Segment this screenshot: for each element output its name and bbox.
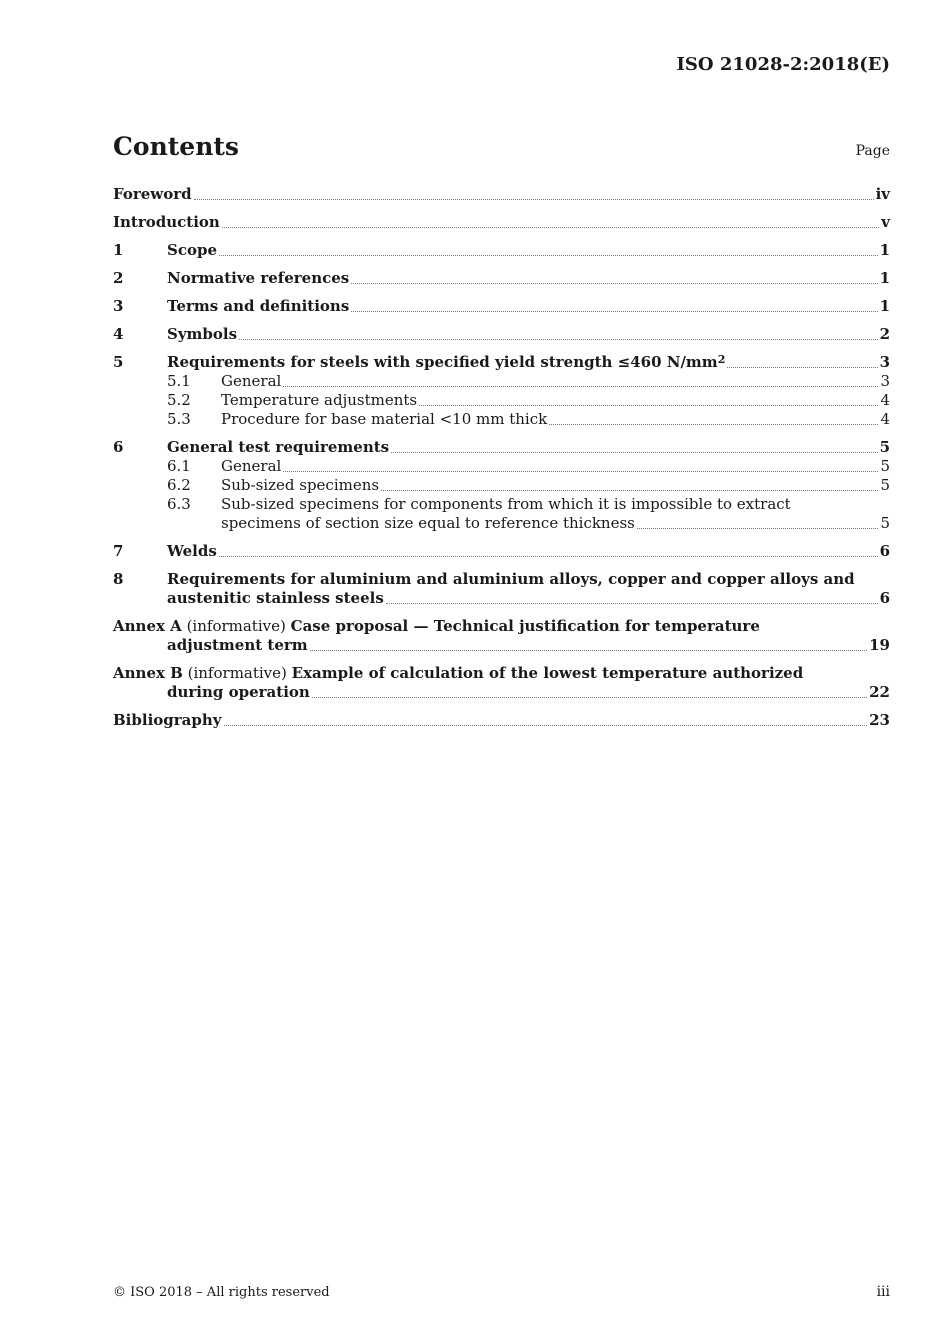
toc-entry-page: 1 <box>879 241 890 259</box>
dot-leader <box>549 423 878 425</box>
page-column-label: Page <box>855 143 890 159</box>
toc-entry-page: 1 <box>879 269 890 287</box>
toc-entry-scope[interactable] <box>113 241 890 260</box>
toc-entry-introduction[interactable] <box>113 213 890 232</box>
annex-qualifier: (informative) <box>186 617 286 635</box>
annex-qualifier: (informative) <box>187 664 287 682</box>
toc-entry-title-text: Requirements for steels with specified yield strength ≤460 N/mm <box>167 353 718 371</box>
dot-leader <box>222 226 879 228</box>
toc-entry-title: General test requirements <box>167 438 390 456</box>
toc-entry-title-line1 <box>113 617 760 636</box>
toc-entry-number: 7 <box>113 542 124 560</box>
toc-subentry-sub-sized-specimens[interactable] <box>113 476 890 495</box>
dot-leader <box>219 555 878 557</box>
toc-entry-title: Sub-sized specimens <box>221 476 380 494</box>
toc-entry-title: Procedure for base material <10 mm thick <box>221 410 548 428</box>
page-number: iii <box>876 1284 890 1300</box>
dot-leader <box>351 282 877 284</box>
toc-entry-requirements-steels[interactable] <box>113 353 890 372</box>
toc-entry-page: 6 <box>879 542 890 560</box>
toc-entry-number: 5 <box>113 353 124 371</box>
toc-entry-welds[interactable] <box>113 542 890 561</box>
toc-entry-number: 6.1 <box>167 457 191 475</box>
toc-entry-page: 2 <box>879 325 890 343</box>
toc-entry-requirements-aluminium[interactable] <box>113 570 890 589</box>
dot-leader <box>386 602 878 604</box>
toc-entry-page: v <box>881 213 890 231</box>
toc-entry-annex-a-cont[interactable] <box>113 636 890 655</box>
toc-entry-page: 5 <box>880 514 890 532</box>
toc-entry-page: 4 <box>880 410 890 428</box>
toc-entry-normative-references[interactable] <box>113 269 890 288</box>
toc-entry-page: iv <box>875 185 890 203</box>
toc-entry-page: 23 <box>869 711 890 729</box>
toc-entry-title: Introduction <box>113 213 220 231</box>
toc-entry-title-line1: Sub-sized specimens for components from which it is impossible to extract <box>221 495 791 513</box>
toc-entry-title-line2: during operation <box>167 683 310 701</box>
toc-entry-title: Symbols <box>167 325 238 343</box>
toc-entry-number: 4 <box>113 325 124 343</box>
dot-leader <box>419 404 878 406</box>
toc-subentry-procedure-base-material[interactable] <box>113 410 890 429</box>
toc-entry-title-line2: adjustment term <box>167 636 308 654</box>
dot-leader <box>224 724 868 726</box>
toc-subentry-sub-sized-components-cont[interactable] <box>113 514 890 533</box>
toc-entry-title: Scope <box>167 241 218 259</box>
toc-entry-general-test-requirements[interactable] <box>113 438 890 457</box>
dot-leader <box>219 254 878 256</box>
toc-entry-foreword[interactable] <box>113 185 890 204</box>
toc-entry-page: 3 <box>880 372 890 390</box>
toc-entry-symbols[interactable] <box>113 325 890 344</box>
toc-subentry-sub-sized-components[interactable] <box>113 495 890 514</box>
toc-entry-title-line2: austenitic stainless steels <box>167 589 384 607</box>
dot-leader <box>312 696 867 698</box>
toc-entry-annex-b-cont[interactable] <box>113 683 890 702</box>
toc-entry-page: 22 <box>869 683 890 701</box>
toc-entry-terms-definitions[interactable] <box>113 297 890 316</box>
toc-entry-page: 5 <box>879 438 890 456</box>
toc-entry-page: 5 <box>880 476 890 494</box>
toc-entry-requirements-aluminium-cont[interactable] <box>113 589 890 608</box>
contents-title: Contents <box>113 132 240 161</box>
toc-entry-title: Terms and definitions <box>167 297 350 315</box>
toc-entry-title: Normative references <box>167 269 350 287</box>
toc-entry-title: Foreword <box>113 185 192 203</box>
toc-entry-number: 3 <box>113 297 124 315</box>
toc-entry-page: 5 <box>880 457 890 475</box>
toc-entry-title <box>167 353 725 372</box>
toc-entry-page: 6 <box>879 589 890 607</box>
dot-leader <box>310 649 867 651</box>
toc-entry-page: 3 <box>879 353 890 371</box>
annex-label: Annex B <box>113 664 183 682</box>
toc-entry-annex-b[interactable] <box>113 664 890 683</box>
dot-leader <box>239 338 878 340</box>
toc-entry-title: Welds <box>167 542 217 560</box>
dot-leader <box>283 385 878 387</box>
copyright-notice: © ISO 2018 – All rights reserved <box>113 1285 330 1300</box>
toc-entry-title-line1: Requirements for aluminium and aluminium alloys, copper and copper alloys and <box>167 570 855 588</box>
annex-title: Case proposal — Technical justification for temperature <box>290 617 760 635</box>
dot-leader <box>391 451 877 453</box>
annex-title: Example of calculation of the lowest temperature authorized <box>291 664 804 682</box>
toc-entry-number: 6 <box>113 438 124 456</box>
toc-entry-title-line1 <box>113 664 803 683</box>
toc-subentry-temperature-adjustments[interactable] <box>113 391 890 410</box>
annex-label: Annex A <box>113 617 182 635</box>
toc-entry-number: 8 <box>113 570 124 588</box>
document-id: ISO 21028-2:2018(E) <box>676 54 890 75</box>
toc-entry-title: Bibliography <box>113 711 222 729</box>
dot-leader <box>194 198 874 200</box>
toc-subentry-general[interactable] <box>113 372 890 391</box>
toc-entry-annex-a[interactable] <box>113 617 890 636</box>
dot-leader <box>637 527 879 529</box>
toc-entry-page: 4 <box>880 391 890 409</box>
dot-leader <box>283 470 878 472</box>
toc-entry-number: 5.2 <box>167 391 191 409</box>
toc-entry-number: 5.3 <box>167 410 191 428</box>
toc-entry-number: 1 <box>113 241 124 259</box>
toc-entry-title: General <box>221 372 282 390</box>
toc-subentry-general-6-1[interactable] <box>113 457 890 476</box>
dot-leader <box>381 489 878 491</box>
toc-entry-title-line2: specimens of section size equal to reference thickness <box>221 514 635 532</box>
toc-entry-title: General <box>221 457 282 475</box>
toc-entry-bibliography[interactable] <box>113 711 890 730</box>
table-of-contents <box>113 185 890 730</box>
toc-entry-number: 2 <box>113 269 124 287</box>
toc-entry-title: Temperature adjustments <box>221 391 418 409</box>
superscript: 2 <box>717 353 726 366</box>
toc-entry-number: 6.2 <box>167 476 191 494</box>
toc-entry-page: 19 <box>869 636 890 654</box>
dot-leader <box>351 310 877 312</box>
dot-leader <box>727 366 877 368</box>
toc-entry-number: 6.3 <box>167 495 191 513</box>
toc-entry-page: 1 <box>879 297 890 315</box>
toc-entry-number: 5.1 <box>167 372 191 390</box>
